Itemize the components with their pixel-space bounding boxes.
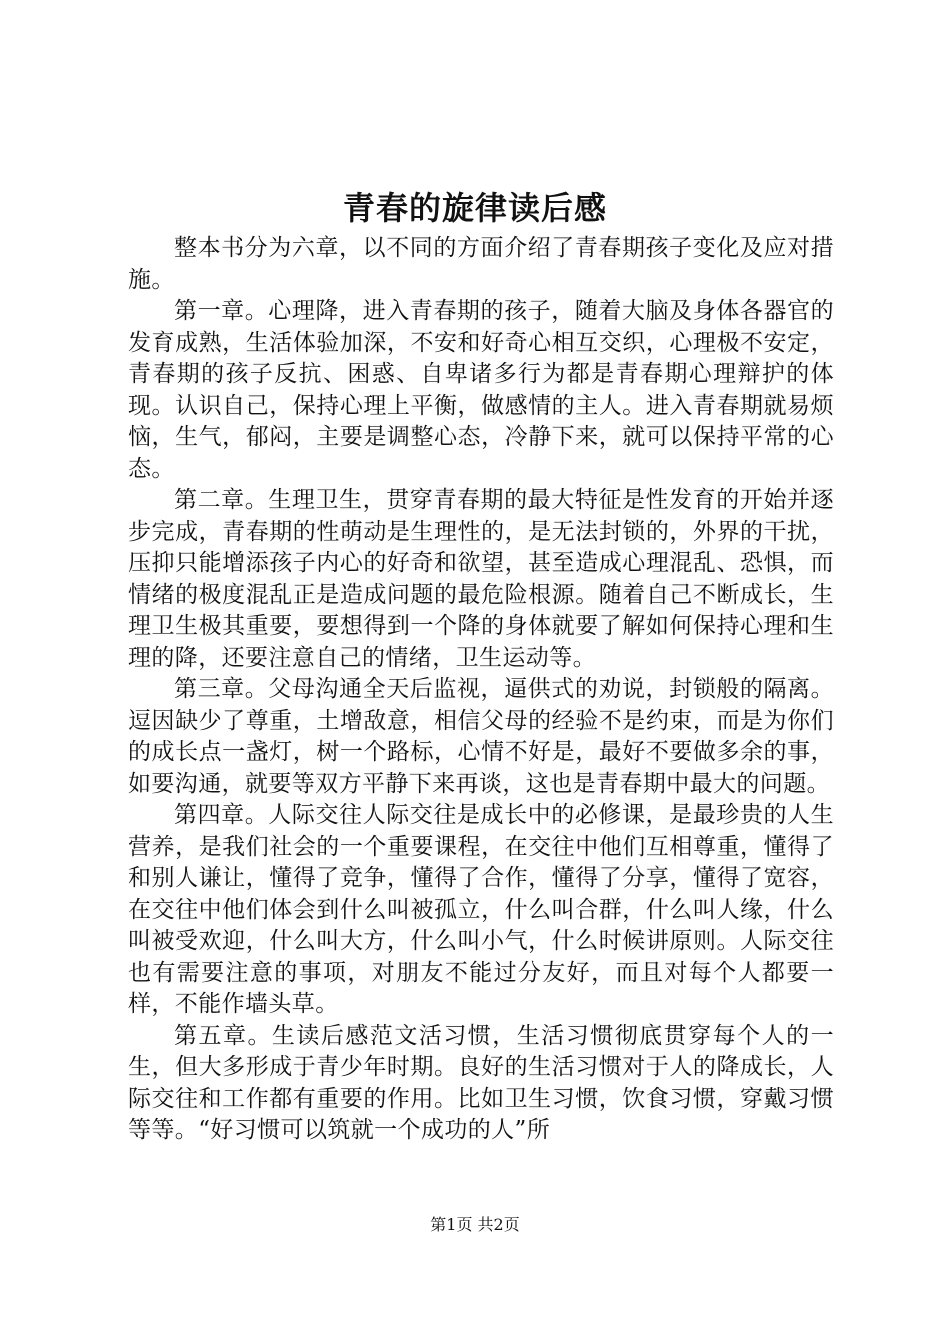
- page-number-footer: 第1页 共2页: [430, 1215, 520, 1234]
- paragraph-chapter-3: 第三章。父母沟通全天后监视，逼供式的劝说，封锁般的隔离。逗因缺少了尊重，土增敌意，相信父母的经验不是约束，而是为你们的成长点一盏灯，树一个路标，心情不好是，最好不要做多余的事，如要沟通，就要等双方平静下来再谈，这也是青春期中最大的问题。: [128, 676, 834, 797]
- paragraph-chapter-1: 第一章。心理降，进入青春期的孩子，随着大脑及身体各器官的发育成熟，生活体验加深，不安和好奇心相互交织，心理极不安定，青春期的孩子反抗、困惑、自卑诸多行为都是青春期心理辩护的体现。认识自己，保持心理上平衡，做感情的主人。进入青春期就易烦恼，生气，郁闷，主要是调整心态，冷静下来，就可以保持平常的心态。: [128, 298, 834, 482]
- paragraph-chapter-5: 第五章。生读后感范文活习惯，生活习惯彻底贯穿每个人的一生，但大多形成于青少年时期。良好的生活习惯对于人的降成长，人际交往和工作都有重要的作用。比如卫生习惯，饮食习惯，穿戴习惯等等。“好习惯可以筑就一个成功的人”所: [128, 1022, 834, 1143]
- paragraph-chapter-2: 第二章。生理卫生，贯穿青春期的最大特征是性发育的开始并逐步完成，青春期的性萌动是生理性的，是无法封锁的，外界的干扰，压抑只能增添孩子内心的好奇和欲望，甚至造成心理混乱、恐惧，而情绪的极度混乱正是造成问题的最危险根源。随着自己不断成长，生理卫生极其重要，要想得到一个降的身体就要了解如何保持心理和生理的降，还要注意自己的情绪，卫生运动等。: [128, 487, 834, 671]
- paragraph-chapter-4: 第四章。人际交往人际交往是成长中的必修课，是最珍贵的人生营养，是我们社会的一个重要课程，在交往中他们互相尊重，懂得了和别人谦让，懂得了竞争，懂得了合作，懂得了分享，懂得了宽容，在交往中他们体会到什么叫被孤立，什么叫合群，什么叫人缘，什么叫被受欢迎，什么叫大方，什么叫小气，什么时候讲原则。人际交往也有需要注意的事项，对朋友不能过分友好，而且对每个人都要一样，不能作墙头草。: [128, 802, 834, 1017]
- paragraph-intro: 整本书分为六章，以不同的方面介绍了青春期孩子变化及应对措施。: [128, 235, 834, 293]
- document-title: 青春的旋律读后感: [342, 189, 607, 227]
- document-body: [128, 233, 834, 1147]
